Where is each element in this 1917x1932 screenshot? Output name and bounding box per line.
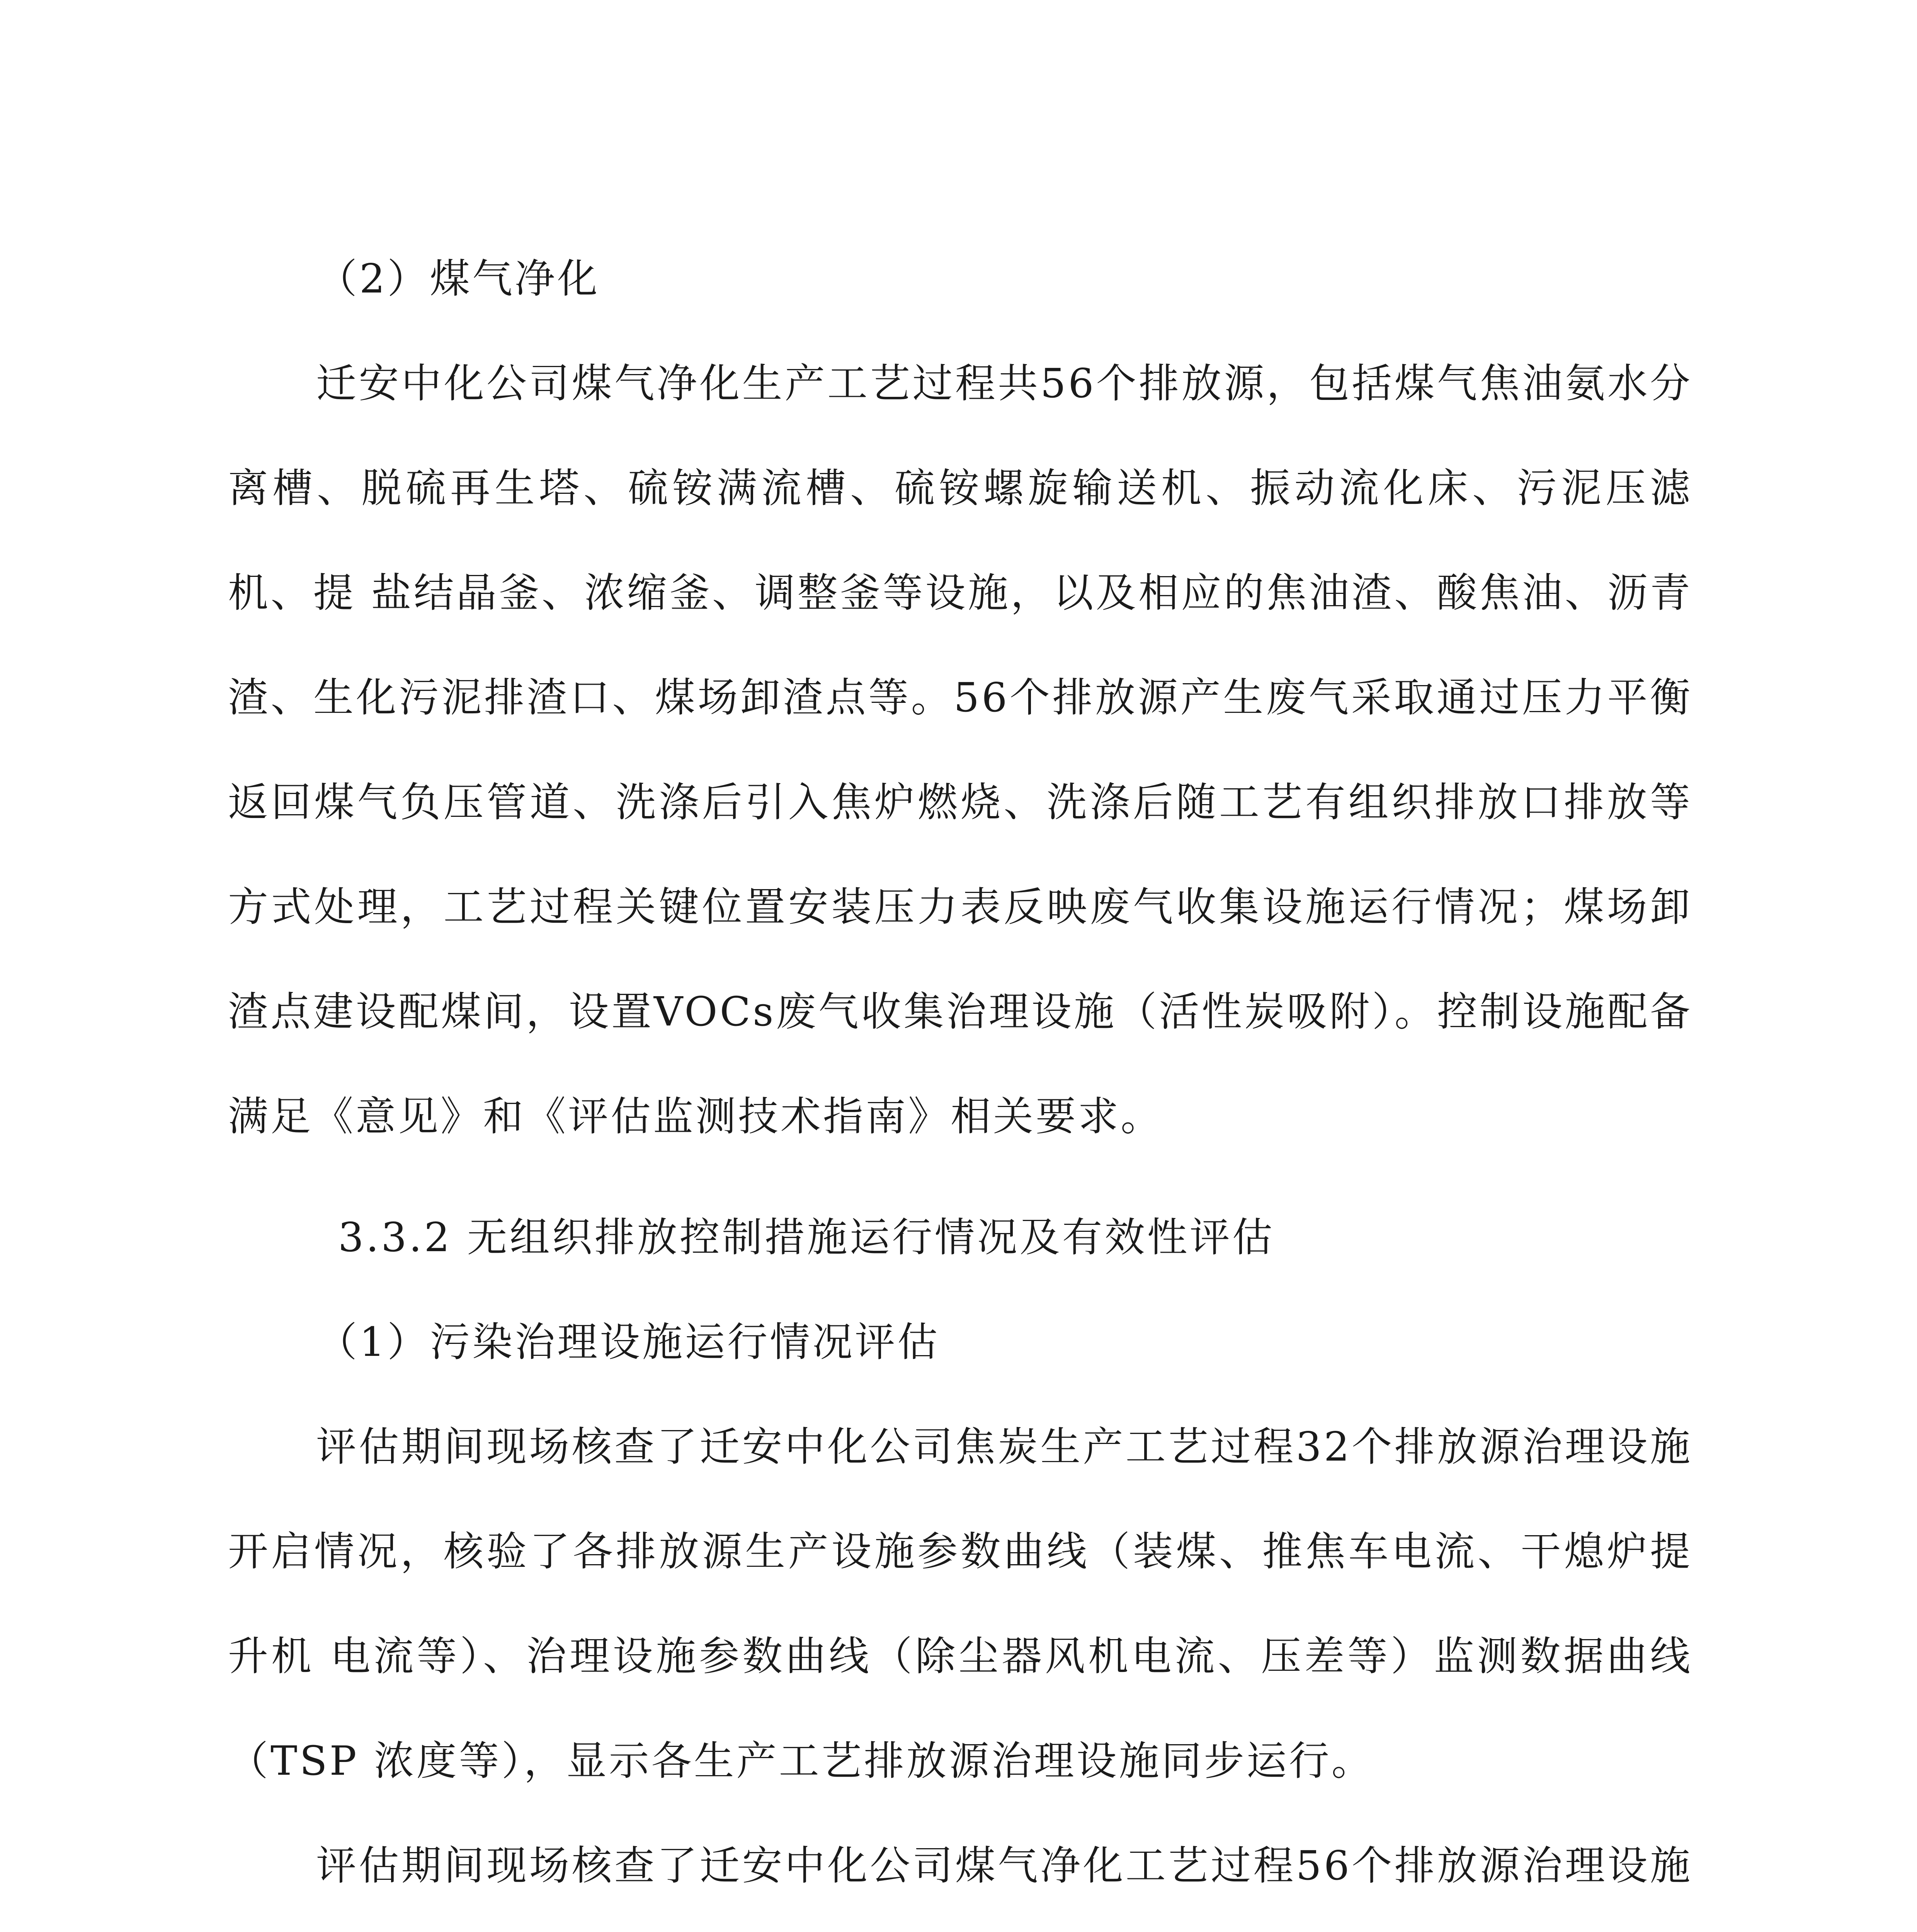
paragraph-gas-purification: 迁安中化公司煤气净化生产工艺过程共56个排放源，包括煤气焦油氨水分离槽、脱硫再生塔、硫铵满流槽、硫铵螺旋输送机、振动流化床、污泥压滤机、提 盐结晶釜、浓缩釜、调整釜等设施，以及相应的焦油渣、酸焦油、沥青渣、生化污泥排渣口、煤场卸渣点等。56个排放源产生废气采取通过压力平衡返回煤气负压管道、洗涤后引入焦炉燃烧、洗涤后随工艺有组织排放口排放等方式处理，工艺过程关键位置安装压力表反映废气收集设施运行情况；煤场卸渣点建设配煤间，设置VOCs废气收集治理设施（活性炭吸附）。控制设施配备满足《意见》和《评估监测技术指南》相关要求。 xyxy=(228,360,1692,1140)
paragraph-gas-purification-check: 评估期间现场核查了迁安中化公司煤气净化工艺过程56个排放源治理设施 xyxy=(316,1842,1692,1889)
subsection-heading-operation-assessment: （1）污染治理设施运行情况评估 xyxy=(317,1318,940,1366)
paragraph-coke-production-check: 评估期间现场核查了迁安中化公司焦炭生产工艺过程32个排放源治理设施开启情况，核验了各排放源生产设施参数曲线（装煤、推焦车电流、干熄炉提升机 电流等）、治理设施参数曲线（除尘器风机电流、压差等）监测数据曲线（TSP 浓度等），显示各生产工艺排放源治理设施同步运行。 xyxy=(228,1423,1692,1784)
section-heading-gas-purification: （2）煤气净化 xyxy=(317,255,600,302)
section-heading-3-3-2: 3.3.2 无组织排放控制措施运行情况及有效性评估 xyxy=(338,1214,1275,1261)
